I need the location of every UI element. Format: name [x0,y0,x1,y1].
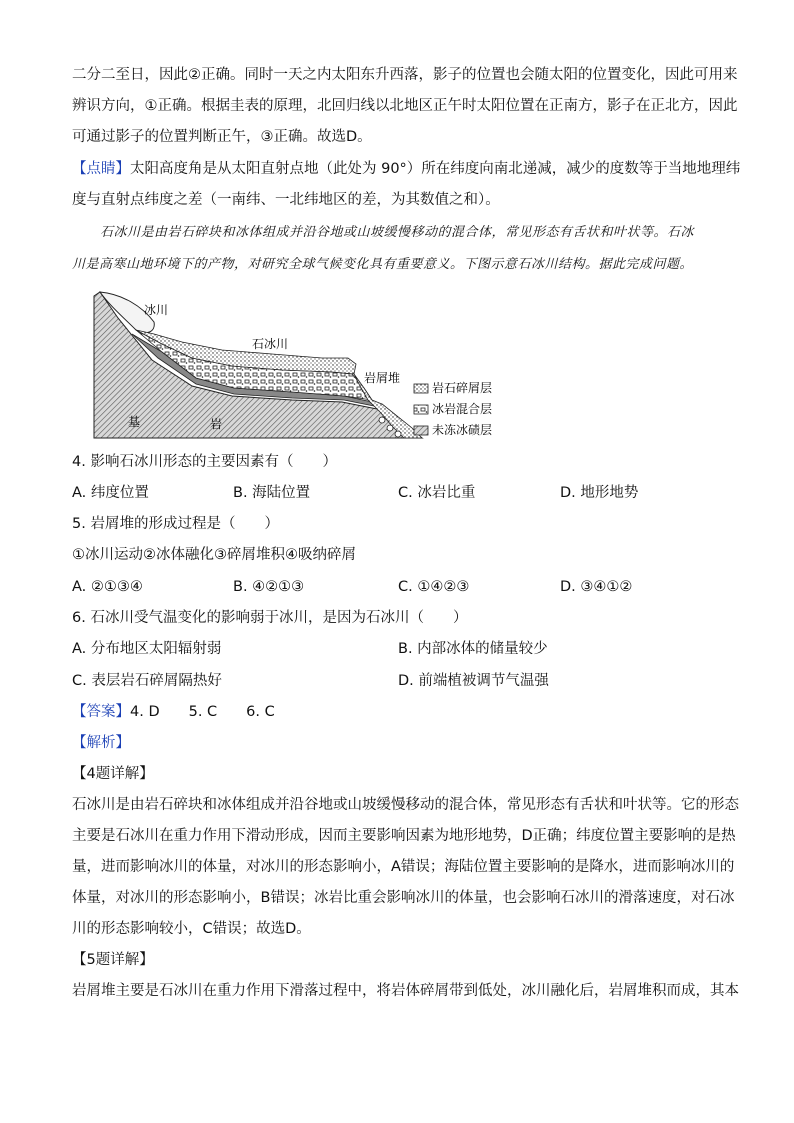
explanation-line: 可通过影子的位置判断正午，③正确。故选D。 [72,129,372,145]
answer-line [72,701,722,723]
detail4-line: 川的形态影响较小，C错误；故选D。 [72,921,311,937]
dianjing-text: 太阳高度角是从太阳直射点地（此处为 90°）所在纬度向南北递减，减少的度数等于当地地理纬 [130,161,741,177]
analysis-label: 【解析】 [72,735,130,751]
q5-option-b: B. ④②①③ [233,579,305,595]
q5-option-a: A. ②①③④ [72,579,143,595]
detail4-line: 体量，对冰川的形态影响小，B错误；冰岩比重会影响冰川的体量，也会影响石冰川的滑落速度，对石冰 [72,890,735,906]
legend-debris-label: 岩石碎屑层 [432,381,493,395]
detail4-line: 主要是石冰川在重力作用下滑动形成，因而主要影响因素为地形地势，D正确；纬度位置主要影响的是热 [72,828,736,844]
detail4-line: 石冰川是由岩石碎块和冰体组成并沿谷地或山坡缓慢移动的混合体，常见形态有舌状和叶状等。它的形态 [72,797,739,813]
explanation-line: 辨识方向，①正确。根据圭表的原理，北回归线以北地区正午时太阳位置在正南方，影子在正北方，因此 [72,98,738,114]
answer-label: 【答案】 [72,704,130,720]
q4-stem: 4. 影响石冰川形态的主要因素有（ ） [72,454,337,470]
rock-glacier-figure [92,288,522,446]
q4-option-a: A. 纬度位置 [72,485,149,501]
q6-option-d: D. 前端植被调节气温强 [398,673,549,689]
q5-option-c: C. ①④②③ [398,579,470,595]
legend-swatch-debris [414,384,428,393]
label-glacier: 冰川 [144,303,169,317]
legend-ice-rock-label: 冰岩混合层 [432,402,493,416]
legend-till-label: 未冻冰碛层 [432,423,493,437]
label-bedrock-1: 基 [128,415,141,429]
q6-option-c: C. 表层岩石碎屑隔热好 [72,673,222,689]
q5-stem: 5. 岩屑堆的形成过程是（ ） [72,516,279,532]
dianjing-line [72,158,741,180]
label-talus: 岩屑堆 [364,371,401,385]
q4-option-c: C. 冰岩比重 [398,485,476,501]
q6-option-b: B. 内部冰体的储量较少 [398,641,548,657]
label-bedrock-2: 岩 [210,417,223,431]
detail5-label: 【5题详解】 [72,952,154,968]
answer-text: 4. D 5. C 6. C [130,704,275,720]
detail4-line: 量，进而影响冰川的体量，对冰川的形态影响小，A错误；海陆位置主要影响的是降水，进而影响冰川的 [72,859,735,875]
legend-swatch-till [414,426,428,435]
detail5-line: 岩屑堆主要是石冰川在重力作用下滑落过程中，将岩体碎屑带到低处，冰川融化后，岩屑堆积而成，其本 [72,983,739,999]
q4-option-b: B. 海陆位置 [233,485,311,501]
dianjing-line-2: 度与直射点纬度之差（一南纬、一北纬地区的差，为其数值之和）。 [72,192,500,208]
passage-line: 石冰川是由岩石碎块和冰体组成并沿谷地或山坡缓慢移动的混合体，常见形态有舌状和叶状等。石冰 [100,225,695,240]
label-rock-glacier: 石冰川 [252,337,289,351]
q6-stem: 6. 石冰川受气温变化的影响弱于冰川，是因为石冰川（ ） [72,610,468,626]
dianjing-label: 【点睛】 [72,161,130,177]
q5-items: ①冰川运动②冰体融化③碎屑堆积④吸纳碎屑 [72,547,356,563]
q6-option-a: A. 分布地区太阳辐射弱 [72,641,222,657]
detail4-label: 【4题详解】 [72,766,154,782]
legend-swatch-ice-rock [414,405,428,414]
q5-option-d: D. ③④①② [560,579,633,595]
passage-line: 川是高寒山地环境下的产物，对研究全球气候变化具有重要意义。下图示意石冰川结构。据此完成问题。 [72,257,694,272]
explanation-line: 二分二至日，因此②正确。同时一天之内太阳东升西落，影子的位置也会随太阳的位置变化，因此可用来 [72,67,738,83]
q4-option-d: D. 地形地势 [560,485,639,501]
